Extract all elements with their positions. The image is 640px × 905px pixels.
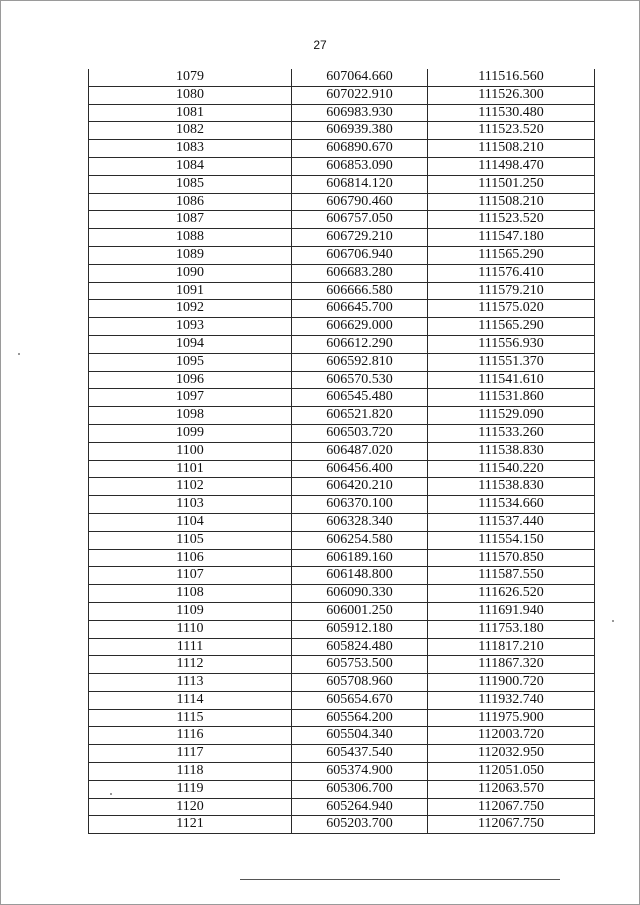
coordinates-table-body (89, 69, 595, 834)
point-number-cell: 1088 (89, 229, 292, 247)
x-coordinate-cell: 606521.820 (292, 407, 428, 425)
x-coordinate-cell: 606890.670 (292, 140, 428, 158)
x-coordinate-cell: 606090.330 (292, 585, 428, 603)
y-coordinate-cell: 111932.740 (428, 691, 595, 709)
y-coordinate-cell: 112032.950 (428, 745, 595, 763)
table-row (89, 140, 595, 158)
point-number-cell: 1093 (89, 318, 292, 336)
point-number-cell: 1091 (89, 282, 292, 300)
table-row (89, 69, 595, 86)
point-number-cell: 1092 (89, 300, 292, 318)
table-row (89, 460, 595, 478)
y-coordinate-cell: 112051.050 (428, 763, 595, 781)
table-row (89, 531, 595, 549)
point-number-cell: 1110 (89, 620, 292, 638)
point-number-cell: 1103 (89, 496, 292, 514)
table-row (89, 104, 595, 122)
x-coordinate-cell: 606814.120 (292, 175, 428, 193)
point-number-cell: 1094 (89, 335, 292, 353)
table-row (89, 389, 595, 407)
table-row (89, 496, 595, 514)
point-number-cell: 1081 (89, 104, 292, 122)
point-number-cell: 1097 (89, 389, 292, 407)
x-coordinate-cell: 606757.050 (292, 211, 428, 229)
coordinates-table (88, 69, 595, 834)
table-row (89, 442, 595, 460)
x-coordinate-cell: 606729.210 (292, 229, 428, 247)
y-coordinate-cell: 111501.250 (428, 175, 595, 193)
y-coordinate-cell: 111570.850 (428, 549, 595, 567)
point-number-cell: 1090 (89, 264, 292, 282)
y-coordinate-cell: 111523.520 (428, 211, 595, 229)
point-number-cell: 1095 (89, 353, 292, 371)
x-coordinate-cell: 606666.580 (292, 282, 428, 300)
y-coordinate-cell: 111900.720 (428, 674, 595, 692)
point-number-cell: 1115 (89, 709, 292, 727)
table-row (89, 709, 595, 727)
y-coordinate-cell: 111626.520 (428, 585, 595, 603)
x-coordinate-cell: 606545.480 (292, 389, 428, 407)
table-row (89, 318, 595, 336)
table-row (89, 229, 595, 247)
x-coordinate-cell: 606853.090 (292, 157, 428, 175)
point-number-cell: 1111 (89, 638, 292, 656)
point-number-cell: 1109 (89, 602, 292, 620)
point-number-cell: 1104 (89, 513, 292, 531)
table-row (89, 745, 595, 763)
y-coordinate-cell: 111516.560 (428, 69, 595, 86)
x-coordinate-cell: 606189.160 (292, 549, 428, 567)
x-coordinate-cell: 606503.720 (292, 424, 428, 442)
table-row (89, 513, 595, 531)
x-coordinate-cell: 605374.900 (292, 763, 428, 781)
point-number-cell: 1084 (89, 157, 292, 175)
x-coordinate-cell: 606939.380 (292, 122, 428, 140)
bottom-rule (240, 879, 560, 880)
point-number-cell: 1099 (89, 424, 292, 442)
table-row (89, 282, 595, 300)
y-coordinate-cell: 111540.220 (428, 460, 595, 478)
x-coordinate-cell: 606420.210 (292, 478, 428, 496)
x-coordinate-cell: 606983.930 (292, 104, 428, 122)
x-coordinate-cell: 607022.910 (292, 86, 428, 104)
y-coordinate-cell: 111538.830 (428, 442, 595, 460)
point-number-cell: 1083 (89, 140, 292, 158)
y-coordinate-cell: 112063.570 (428, 780, 595, 798)
x-coordinate-cell: 605708.960 (292, 674, 428, 692)
x-coordinate-cell: 606328.340 (292, 513, 428, 531)
point-number-cell: 1089 (89, 246, 292, 264)
y-coordinate-cell: 111529.090 (428, 407, 595, 425)
x-coordinate-cell: 605753.500 (292, 656, 428, 674)
table-row (89, 371, 595, 389)
table-row (89, 86, 595, 104)
point-number-cell: 1100 (89, 442, 292, 460)
table-row (89, 727, 595, 745)
table-row (89, 780, 595, 798)
y-coordinate-cell: 111508.210 (428, 140, 595, 158)
table-row (89, 549, 595, 567)
scan-speck (612, 620, 614, 622)
point-number-cell: 1120 (89, 798, 292, 816)
y-coordinate-cell: 111508.210 (428, 193, 595, 211)
x-coordinate-cell: 605824.480 (292, 638, 428, 656)
table-row (89, 674, 595, 692)
point-number-cell: 1098 (89, 407, 292, 425)
point-number-cell: 1119 (89, 780, 292, 798)
x-coordinate-cell: 606790.460 (292, 193, 428, 211)
y-coordinate-cell: 112067.750 (428, 798, 595, 816)
point-number-cell: 1085 (89, 175, 292, 193)
y-coordinate-cell: 111691.940 (428, 602, 595, 620)
x-coordinate-cell: 606645.700 (292, 300, 428, 318)
x-coordinate-cell: 605912.180 (292, 620, 428, 638)
x-coordinate-cell: 606570.530 (292, 371, 428, 389)
point-number-cell: 1101 (89, 460, 292, 478)
point-number-cell: 1113 (89, 674, 292, 692)
point-number-cell: 1079 (89, 69, 292, 86)
point-number-cell: 1102 (89, 478, 292, 496)
table-row (89, 122, 595, 140)
page-number: 27 (313, 38, 327, 52)
table-row (89, 816, 595, 834)
scan-speck (18, 353, 20, 355)
y-coordinate-cell: 111579.210 (428, 282, 595, 300)
x-coordinate-cell: 606370.100 (292, 496, 428, 514)
point-number-cell: 1082 (89, 122, 292, 140)
y-coordinate-cell: 111547.180 (428, 229, 595, 247)
point-number-cell: 1116 (89, 727, 292, 745)
y-coordinate-cell: 111523.520 (428, 122, 595, 140)
table-row (89, 157, 595, 175)
point-number-cell: 1086 (89, 193, 292, 211)
x-coordinate-cell: 605203.700 (292, 816, 428, 834)
x-coordinate-cell: 606148.800 (292, 567, 428, 585)
table-row (89, 638, 595, 656)
x-coordinate-cell: 606706.940 (292, 246, 428, 264)
point-number-cell: 1112 (89, 656, 292, 674)
table-row (89, 211, 595, 229)
y-coordinate-cell: 111526.300 (428, 86, 595, 104)
y-coordinate-cell: 111554.150 (428, 531, 595, 549)
y-coordinate-cell: 111565.290 (428, 246, 595, 264)
table-row (89, 246, 595, 264)
y-coordinate-cell: 111975.900 (428, 709, 595, 727)
table-row (89, 264, 595, 282)
x-coordinate-cell: 606592.810 (292, 353, 428, 371)
y-coordinate-cell: 111531.860 (428, 389, 595, 407)
point-number-cell: 1117 (89, 745, 292, 763)
table-row (89, 353, 595, 371)
point-number-cell: 1106 (89, 549, 292, 567)
x-coordinate-cell: 605306.700 (292, 780, 428, 798)
y-coordinate-cell: 111556.930 (428, 335, 595, 353)
y-coordinate-cell: 111534.660 (428, 496, 595, 514)
table-row (89, 620, 595, 638)
x-coordinate-cell: 605437.540 (292, 745, 428, 763)
x-coordinate-cell: 605654.670 (292, 691, 428, 709)
table-row (89, 656, 595, 674)
table-row (89, 175, 595, 193)
table-row (89, 424, 595, 442)
point-number-cell: 1121 (89, 816, 292, 834)
point-number-cell: 1114 (89, 691, 292, 709)
x-coordinate-cell: 606001.250 (292, 602, 428, 620)
point-number-cell: 1080 (89, 86, 292, 104)
y-coordinate-cell: 111533.260 (428, 424, 595, 442)
point-number-cell: 1118 (89, 763, 292, 781)
y-coordinate-cell: 111575.020 (428, 300, 595, 318)
point-number-cell: 1105 (89, 531, 292, 549)
scan-speck (110, 793, 112, 795)
y-coordinate-cell: 112067.750 (428, 816, 595, 834)
y-coordinate-cell: 111541.610 (428, 371, 595, 389)
x-coordinate-cell: 606683.280 (292, 264, 428, 282)
y-coordinate-cell: 111537.440 (428, 513, 595, 531)
x-coordinate-cell: 606612.290 (292, 335, 428, 353)
x-coordinate-cell: 605564.200 (292, 709, 428, 727)
x-coordinate-cell: 606487.020 (292, 442, 428, 460)
table-row (89, 193, 595, 211)
table-row (89, 763, 595, 781)
table-row (89, 798, 595, 816)
y-coordinate-cell: 111551.370 (428, 353, 595, 371)
x-coordinate-cell: 605504.340 (292, 727, 428, 745)
point-number-cell: 1087 (89, 211, 292, 229)
x-coordinate-cell: 606254.580 (292, 531, 428, 549)
x-coordinate-cell: 606456.400 (292, 460, 428, 478)
y-coordinate-cell: 111867.320 (428, 656, 595, 674)
table-row (89, 567, 595, 585)
table-row (89, 691, 595, 709)
point-number-cell: 1107 (89, 567, 292, 585)
y-coordinate-cell: 111565.290 (428, 318, 595, 336)
y-coordinate-cell: 111587.550 (428, 567, 595, 585)
x-coordinate-cell: 606629.000 (292, 318, 428, 336)
point-number-cell: 1096 (89, 371, 292, 389)
y-coordinate-cell: 111753.180 (428, 620, 595, 638)
y-coordinate-cell: 111498.470 (428, 157, 595, 175)
y-coordinate-cell: 111576.410 (428, 264, 595, 282)
y-coordinate-cell: 111538.830 (428, 478, 595, 496)
y-coordinate-cell: 111817.210 (428, 638, 595, 656)
table-row (89, 300, 595, 318)
x-coordinate-cell: 607064.660 (292, 69, 428, 86)
table-row (89, 335, 595, 353)
table-row (89, 585, 595, 603)
y-coordinate-cell: 111530.480 (428, 104, 595, 122)
x-coordinate-cell: 605264.940 (292, 798, 428, 816)
table-row (89, 407, 595, 425)
table-row (89, 602, 595, 620)
point-number-cell: 1108 (89, 585, 292, 603)
y-coordinate-cell: 112003.720 (428, 727, 595, 745)
table-row (89, 478, 595, 496)
